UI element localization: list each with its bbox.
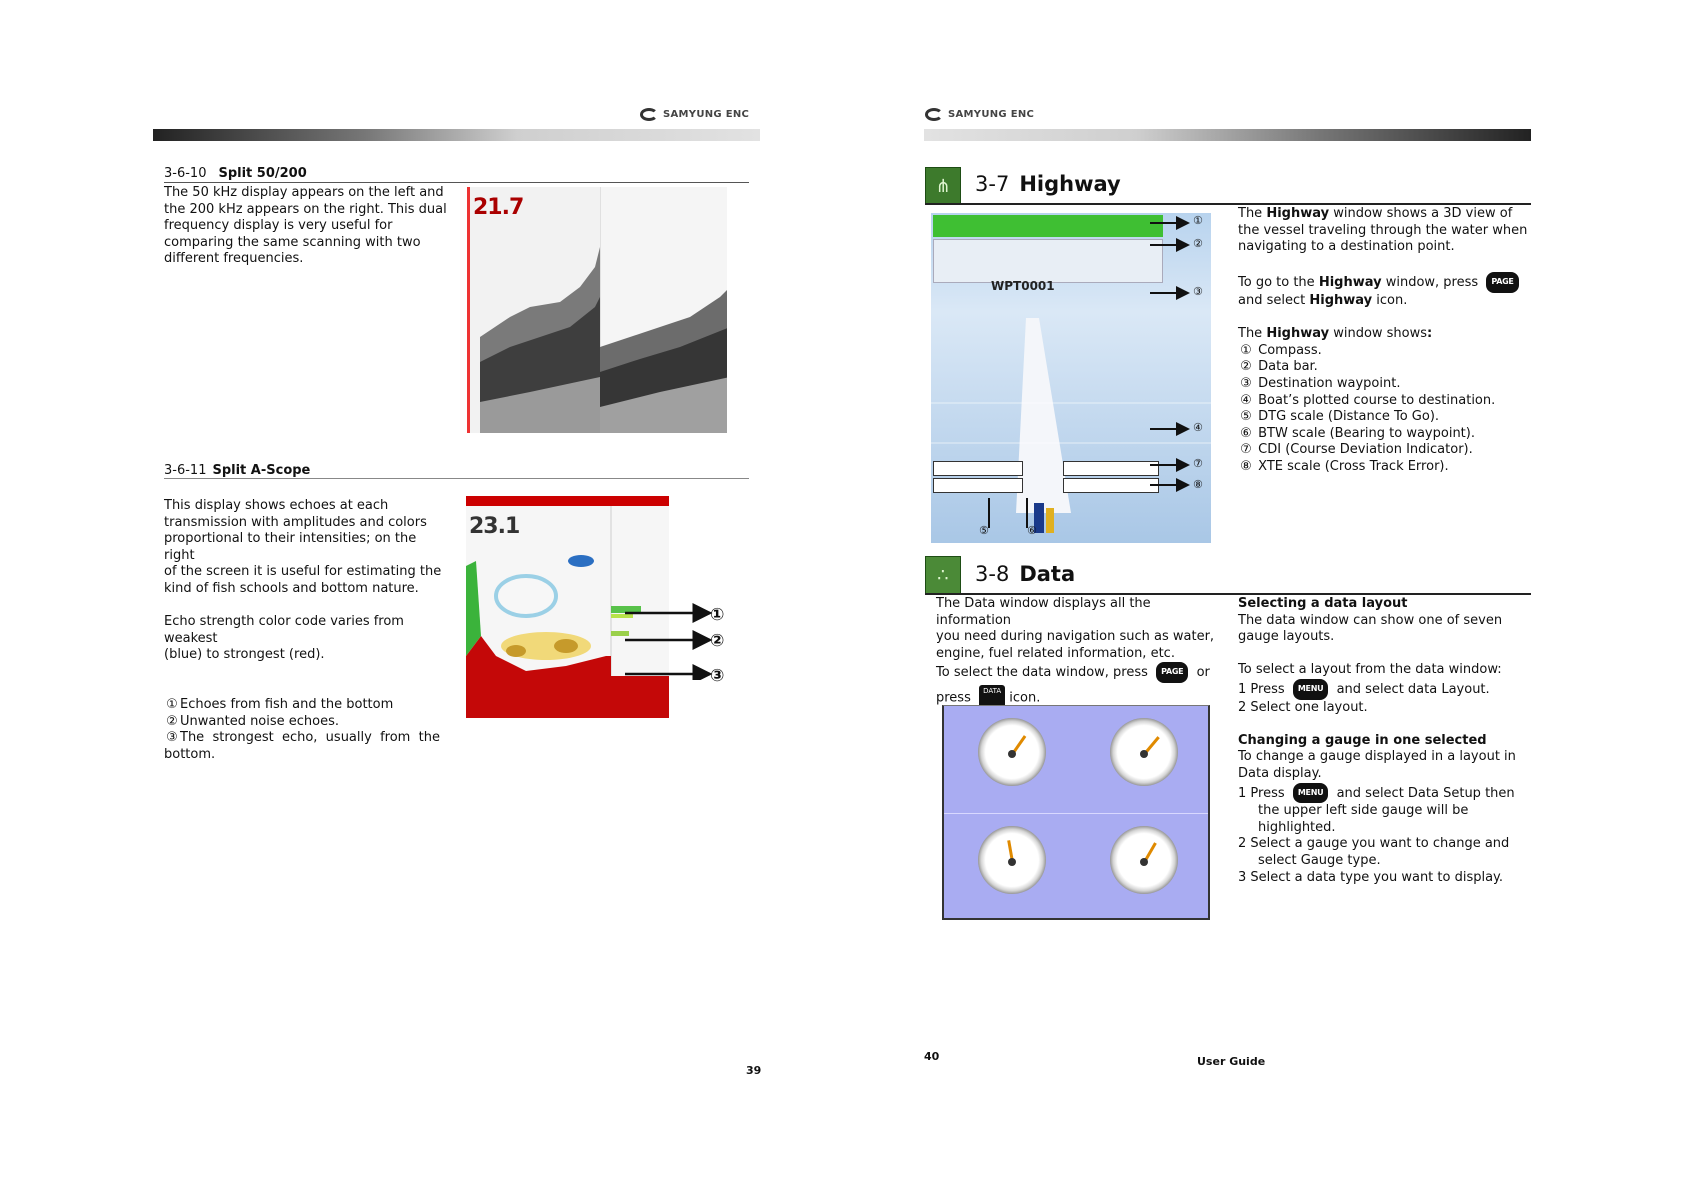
page-key-icon: PAGE — [1156, 662, 1188, 683]
cdi-scale-box — [1063, 478, 1159, 493]
ascope-callout-arrows — [615, 600, 720, 680]
subheading: Selecting a data layout — [1238, 596, 1408, 611]
gauge-bottom-left — [978, 826, 1046, 894]
list-item: ③ The strongest echo, usually from the — [166, 730, 440, 746]
list-item: ① Echoes from fish and the bottom — [166, 696, 394, 712]
highway-callout-arrows — [1150, 215, 1210, 495]
callout-label: ① — [1193, 214, 1203, 227]
section-heading-3-6-10 — [164, 166, 307, 181]
section-heading-3-8 — [975, 562, 1075, 586]
header-logo-left: SAMYUNG ENC — [640, 106, 749, 122]
list-item: ③ Destination waypoint. — [1240, 375, 1401, 391]
callout-label: ④ — [1193, 421, 1203, 434]
section-number: 3-7 — [975, 172, 1010, 196]
brand-logo-icon — [925, 108, 943, 121]
list-item: ⑥ BTW scale (Bearing to waypoint). — [1240, 425, 1475, 441]
list-item: ② Data bar. — [1240, 359, 1318, 375]
sonar-200khz-panel — [600, 187, 727, 433]
header-bar-right — [924, 129, 1531, 141]
data-bar — [933, 239, 1163, 283]
gauge-bottom-right — [1110, 826, 1178, 894]
xte-scale-box — [933, 478, 1023, 493]
section-rule — [164, 182, 749, 183]
section-body-3-6-11: This display shows echoes at each transmission with amplitudes and colors proportional to their intensities; on the right of the screen it is useful for estimating the kind of fish schools and bottom nature. Echo strength color code varies from weakest (blue) to strongest (red). ① Echoes from fish and the bottom ② Unwanted noise echoes. ③ The strongest echo, usually from the bottom. — [164, 498, 449, 763]
list-item: ① Compass. — [1240, 342, 1322, 358]
menu-key-icon: MENU — [1293, 783, 1328, 804]
list-item: ④ Boat’s plotted course to destination. — [1240, 392, 1496, 408]
section-title: Highway — [1019, 172, 1121, 196]
data-layout-instructions: Selecting a data layout The data window can show one of seven gauge layouts. To select a layout from the data window: 1 Press MENU and select data Layout. 2 Select one layout. Changing a gauge in one selected To change a gauge displayed in a layout in Data display. 1 Press MENU and select Data Setup then the upper left side gauge will be highlighted. 2 Select a gauge you want to change and select Gauge type. 3 Select a data type you want to display. — [1238, 596, 1533, 886]
depth-readout: 23.1 — [469, 514, 520, 539]
page-key-icon: PAGE — [1486, 272, 1518, 293]
highway-description: The Highway window shows a 3D view of the vessel traveling through the water when navigating to a destination point. To go to the Highway window, press PAGE and select Highway icon. The Highway window shows: ① Compass. ② Data bar. ③ Destination waypoint. ④ Boat’s plotted course to destination. ⑤ DTG scale (Distance To Go). ⑥ BTW scale (Bearing to waypoint). ⑦ CDI (Course Deviation Indicator). ⑧ XTE scale (Cross Track Error). — [1238, 206, 1533, 476]
section-title: Split 50/200 — [218, 166, 307, 181]
depth-readout: 21.7 — [473, 195, 524, 220]
section-number: 3-8 — [975, 562, 1010, 586]
waypoint-label: WPT0001 — [991, 279, 1055, 293]
section-number: 3-6-11 — [164, 463, 207, 478]
sonar-50khz-panel — [470, 187, 600, 433]
section-number: 3-6-10 — [164, 166, 207, 181]
menu-key-icon: MENU — [1293, 679, 1328, 700]
data-description: The Data window displays all the information you need during navigation such as water, engine, fuel related information, etc. To select the data window, press PAGE or press DATA icon. — [936, 596, 1226, 711]
callout-label: ⑧ — [1193, 478, 1203, 491]
highway-section-icon: ⋔ — [925, 167, 961, 205]
list-item: ② Unwanted noise echoes. — [166, 713, 340, 729]
callout-label: ① — [710, 605, 725, 625]
list-item: ⑤ DTG scale (Distance To Go). — [1240, 409, 1440, 425]
subheading: Changing a gauge in one selected — [1238, 732, 1487, 748]
callout-label: ② — [1193, 237, 1203, 250]
list-item: ⑧ XTE scale (Cross Track Error). — [1240, 458, 1449, 474]
dtg-scale-box — [933, 461, 1023, 476]
header-bar-left — [153, 129, 760, 141]
callout-label: ⑦ — [1193, 457, 1203, 470]
gauge-top-left — [978, 718, 1046, 786]
brand-logo-icon — [640, 108, 658, 121]
callout-label: ② — [710, 631, 725, 651]
header-logo-right: SAMYUNG ENC — [925, 106, 1034, 122]
split-50-200-screenshot — [467, 187, 727, 433]
list-item: ⑦ CDI (Course Deviation Indicator). — [1240, 442, 1473, 458]
section-title: Data — [1019, 562, 1076, 586]
section-rule — [164, 478, 749, 479]
section-heading-3-6-11 — [164, 463, 310, 478]
section-title: Split A-Scope — [212, 463, 311, 478]
gauge-top-right — [1110, 718, 1178, 786]
callout-label: ⑥ — [1027, 524, 1037, 537]
data-key-icon: DATA — [979, 685, 1005, 711]
compass-bar — [933, 215, 1163, 237]
footer-label: User Guide — [1197, 1055, 1266, 1068]
callout-label: ⑤ — [979, 524, 989, 537]
data-gauges-screenshot — [942, 705, 1210, 920]
data-section-icon: ∴ — [925, 556, 961, 594]
section-body-3-6-10: The 50 kHz display appears on the left and the 200 kHz appears on the right. This dual frequency display is very useful for comparing the same scanning with two different frequencies. — [164, 185, 447, 267]
section-heading-3-7 — [975, 172, 1121, 196]
section-rule — [925, 593, 1531, 595]
page-number-left: 39 — [746, 1064, 762, 1077]
btw-scale-box — [1063, 461, 1159, 476]
page-number-right: 40 — [924, 1050, 940, 1063]
callout-label: ③ — [1193, 285, 1203, 298]
callout-label: ③ — [710, 666, 725, 686]
section-rule — [925, 203, 1531, 205]
